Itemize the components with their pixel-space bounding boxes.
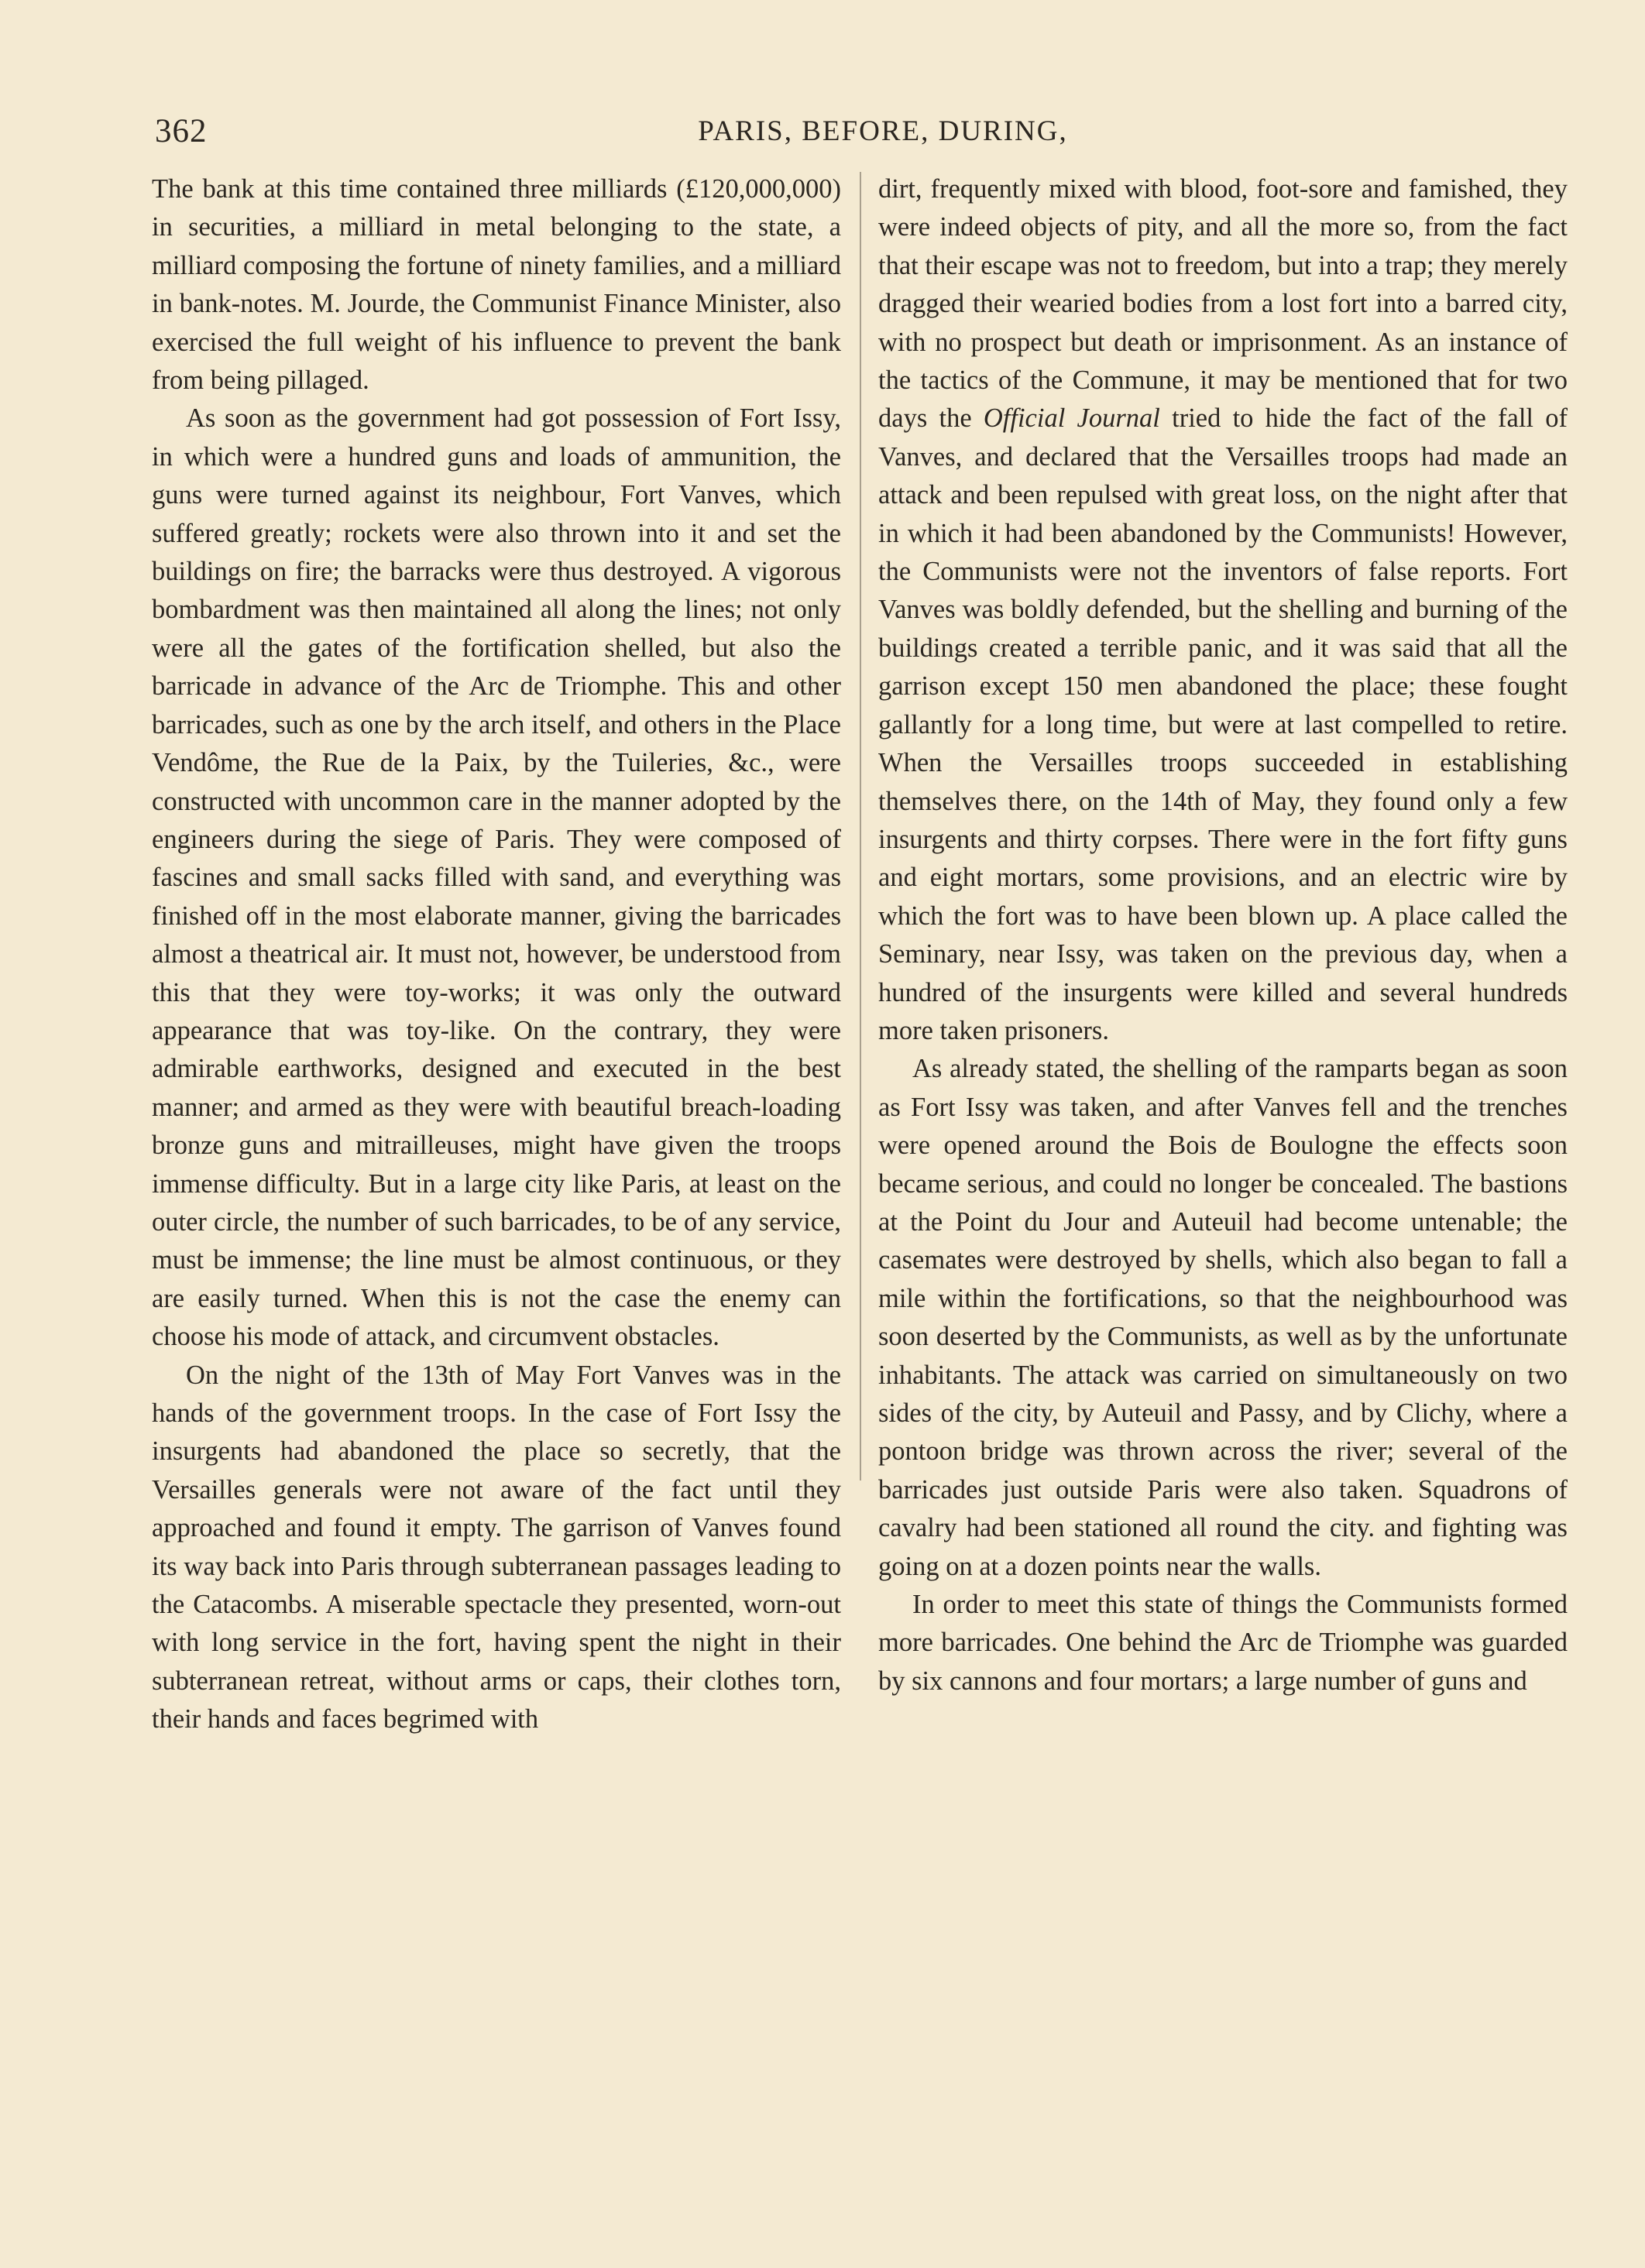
paragraph: On the night of the 13th of May Fort Vanves was in the hands of the government troops. In the case of Fort Issy the insurgents had abandoned the place so secretly, that the Versailles generals were not aware of the fact until they approached and found it empty. The garrison of Vanves found its way back into Paris through subterranean passages leading to the Catacombs. A miserable spectacle they presented, worn-out with long service in the fort, having spent the night in their subterranean retreat, without arms or caps, their clothes torn, their hands and faces begrimed with [152,1360,841,1734]
text-run: tried to hide the fact of the fall of Vanves, and declared that the Versailles troops had made an attack and been repulsed with great loss, on the night after that in which it had been abandoned by the Communists! However, the Communists were not the inventors of false reports. Fort Vanves was boldly defended, but the shelling and burning of the buildings created a terrible panic, and it was said that all the garrison except 150 men abandoned the place; these fought gallantly for a long time, but were at last compelled to retire. When the Versailles troops succeeded in establishing themselves there, on the 14th of May, they found only a few insurgents and thirty corpses. There were in the fort fifty guns and eight mortars, some provisions, and an electric wire by which the fort was to have been blown up. A place called the Seminary, near Issy, was taken on the previous day, when a hundred of the insurgents were killed and several hundreds more taken prisoners. [878,403,1568,1045]
paragraph: In order to meet this state of things the Communists formed more barricades. One behind the Arc de Triomphe was guarded by six cannons and four mortars; a large number of guns and [878,1590,1568,1696]
paragraph: As already stated, the shelling of the ramparts began as soon as Fort Issy was taken, and after Vanves fell and the trenches were opened around the Bois de Boulogne the effects soon became serious, and could no longer be concealed. The bastions at the Point du Jour and Auteuil had become untenable; the casemates were destroyed by shells, which also began to fall a mile within the fortifications, so that the neighbourhood was soon deserted by the Communists, as well as by the unfortunate inhabitants. The attack was carried on simultaneously on two sides of the city, by Auteuil and Passy, and by Clichy, where a pontoon bridge was thrown across the river; several of the barricades just outside Paris were also taken. Squadrons of cavalry had been stationed all round the city. and fighting was going on at a dozen points near the walls. [878,1054,1568,1581]
paragraph [878,170,1568,1050]
page-number: 362 [155,113,208,149]
column-divider [860,172,861,1481]
paragraph: The bank at this time contained three milliards (£120,000,000) in securities, a milliard in metal belonging to the state, a milliard composing the fortune of ninety families, and a milliard in bank-notes. M. Jourde, the Communist Finance Minister, also exercised the full weight of his influence to prevent the bank from being pillaged. [152,174,841,396]
italic-title: Official Journal [983,403,1160,434]
left-column [152,170,841,1739]
running-title: PARIS, BEFORE, DURING, [698,115,1068,147]
right-column [878,170,1568,1700]
paragraph: As soon as the government had got possession of Fort Issy, in which were a hundred guns and loads of ammunition, the guns were turned against its neighbour, Fort Vanves, which suffered greatly; rockets were also thrown into it and set the buildings on fire; the barracks were thus destroyed. A vigorous bombardment was then maintained all along the lines; not only were all the gates of the fortification shelled, but also the barricade in advance of the Arc de Triomphe. This and other barricades, such as one by the arch itself, and others in the Place Vendôme, the Rue de la Paix, by the Tuileries, &c., were constructed with uncommon care in the manner adopted by the engineers during the siege of Paris. They were composed of fascines and small sacks filled with sand, and everything was finished off in the most elaborate manner, giving the barricades almost a theatrical air. It must not, however, be understood from this that they were toy-works; it was only the outward appearance that was toy-like. On the contrary, they were admirable earthworks, designed and executed in the best manner; and armed as they were with beautiful breach-loading bronze guns and mitrailleuses, might have given the troops immense difficulty. But in a large city like Paris, at least on the outer circle, the number of such barricades, to be of any service, must be immense; the line must be almost continuous, or they are easily turned. When this is not the case the enemy can choose his mode of attack, and circumvent obstacles. [152,403,841,1352]
text-run: dirt, frequently mixed with blood, foot-sore and famished, they were indeed objects of pity, and all the more so, from the fact that their escape was not to freedom, but into a trap; they merely dragged their wearied bodies from a lost fort into a barred city, with no prospect but death or imprisonment. As an instance of the tactics of the Commune, it may be mentioned that for two days the [878,174,1568,434]
page-header [155,108,1564,155]
